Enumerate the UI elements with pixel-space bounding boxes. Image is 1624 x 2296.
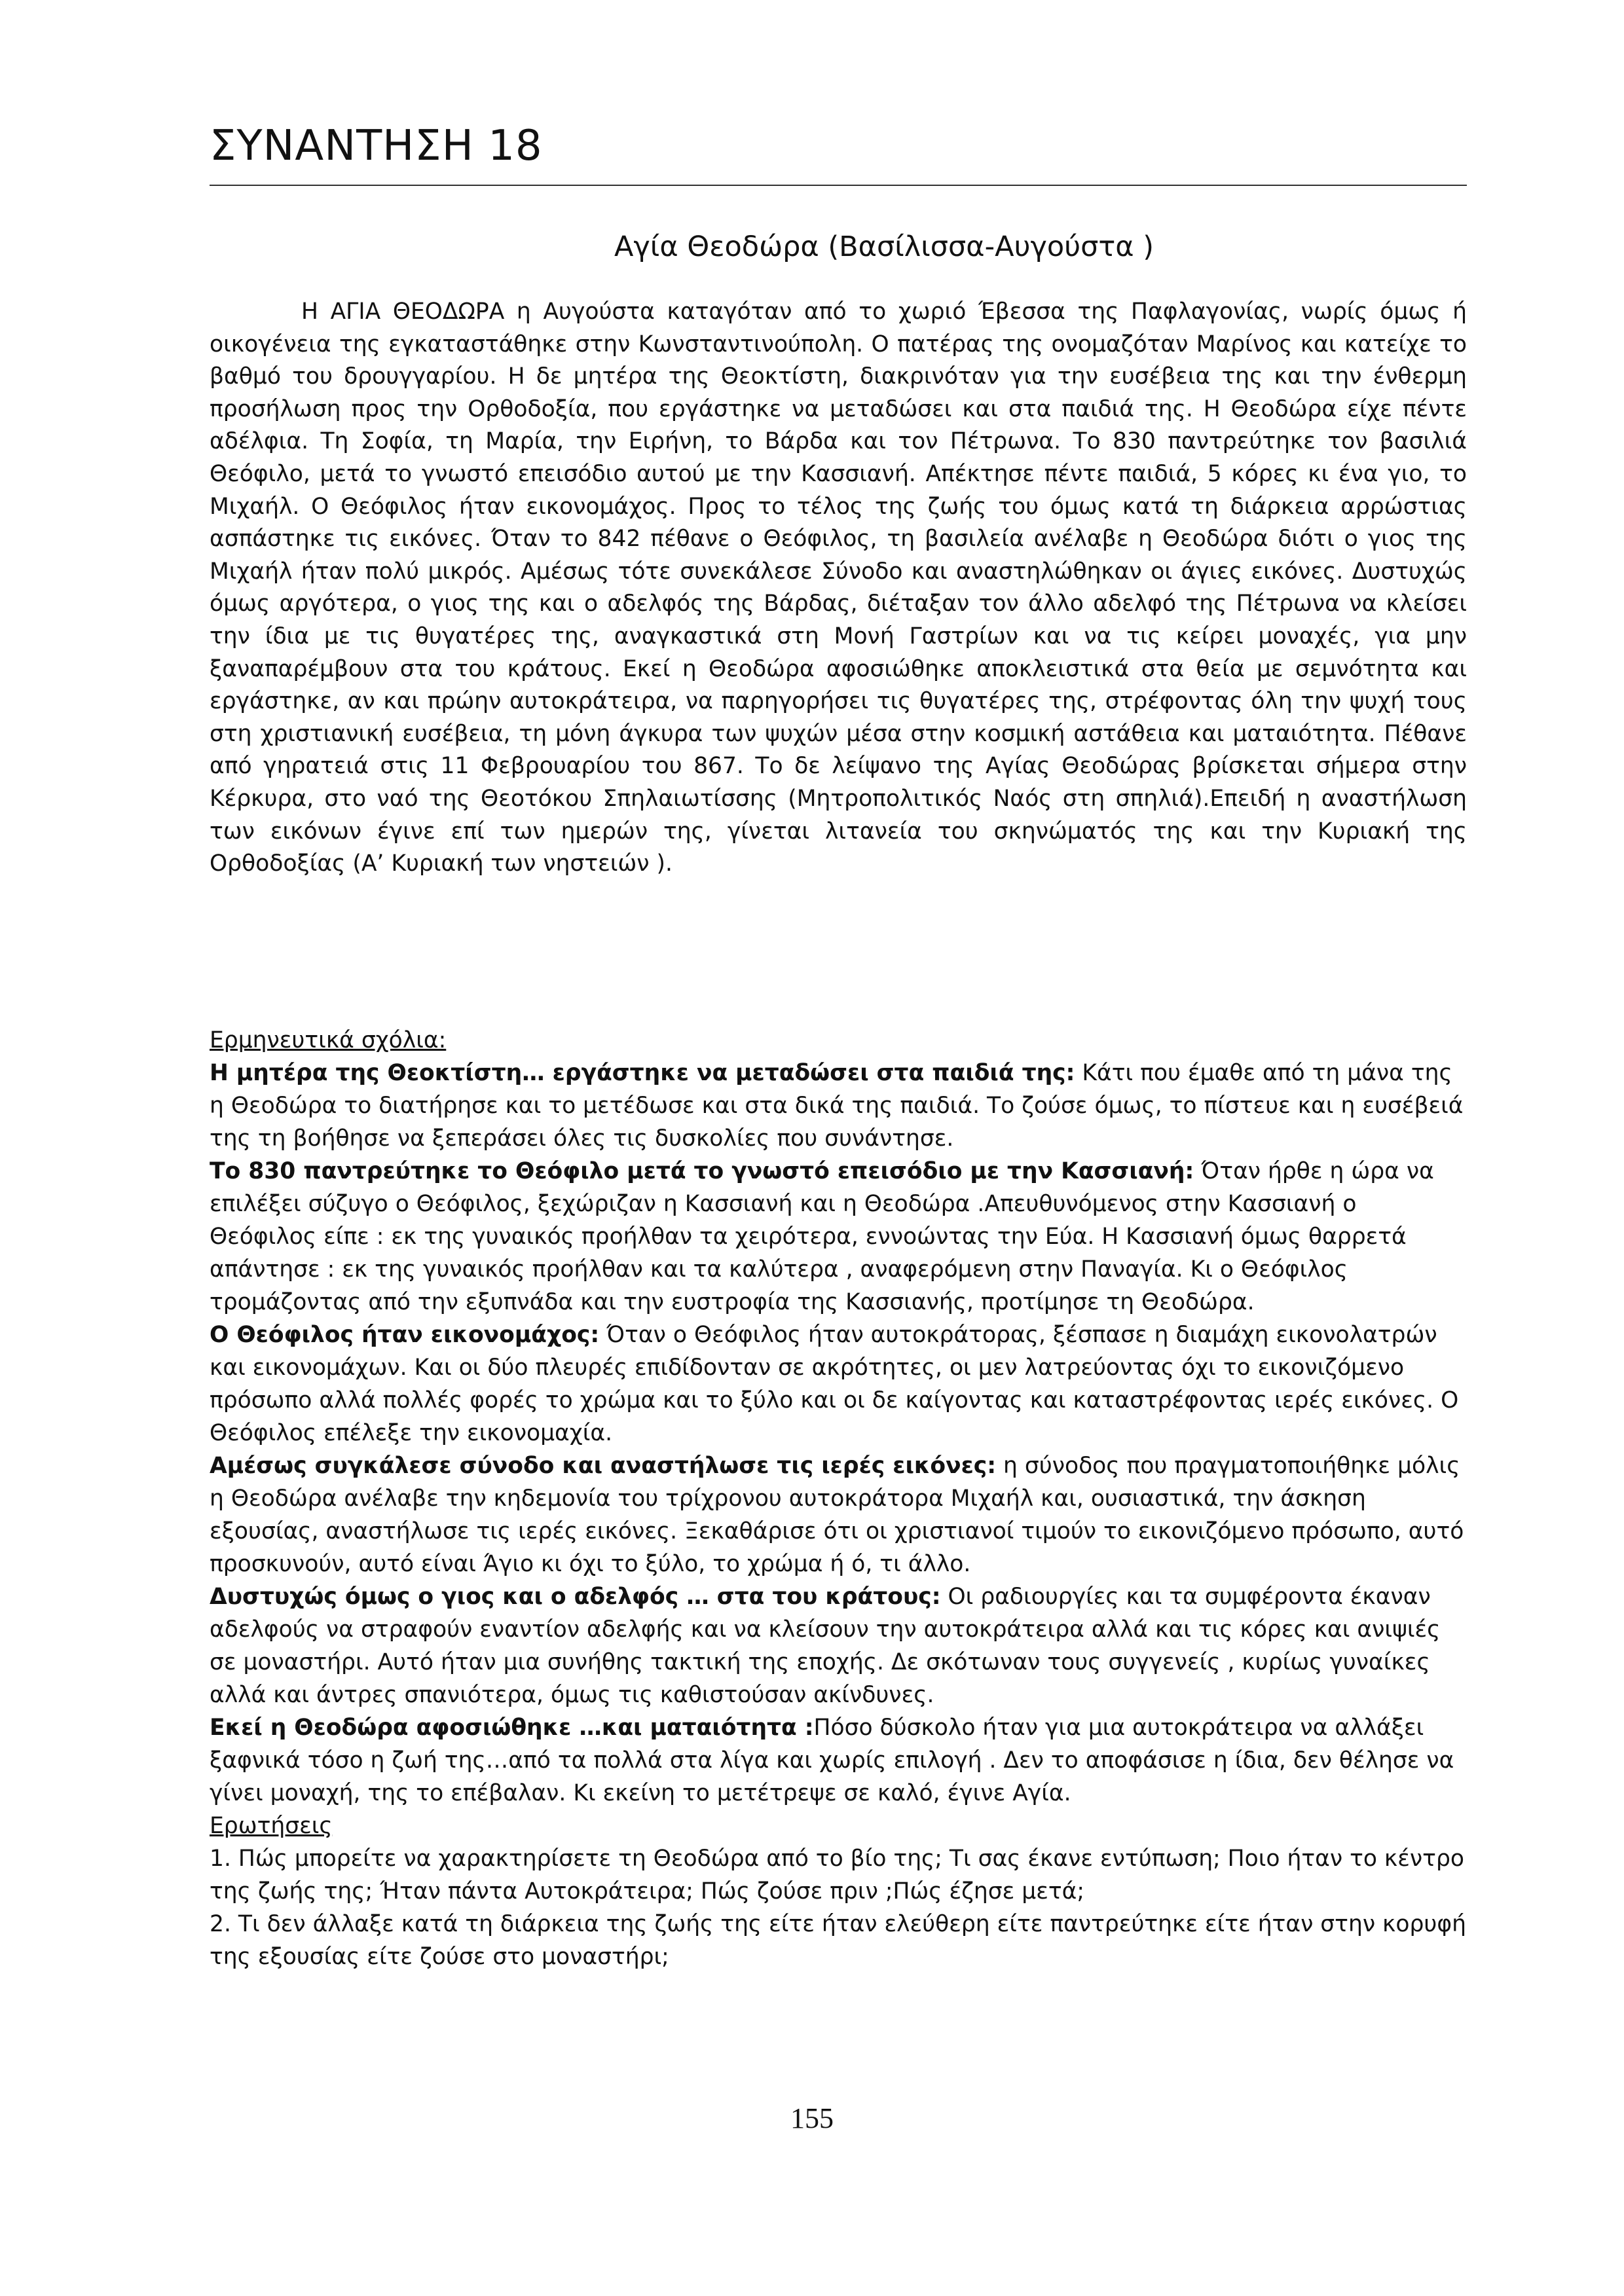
note-item	[210, 1580, 1467, 1711]
notes-section	[210, 1024, 1467, 1973]
title-rule	[210, 185, 1467, 186]
intro-paragraph: Η ΑΓΙΑ ΘΕΟΔΩΡΑ η Αυγούστα καταγόταν από το χωριό Έβεσσα της Παφλαγονίας, νωρίς όμως ή οικογένεια της εγκαταστάθηκε στην Κωνσταντινούπολη. Ο πατέρας της ονομαζόταν Μαρίνος και κατείχε το βαθμό του δρουγγαρίου. Η δε μητέρα της Θεοκτίστη, διακρινόταν για την ευσέβεια της και την ένθερμη προσήλωση προς την Ορθοδοξία, που εργάστηκε να μεταδώσει και στα παιδιά της. Η Θεοδώρα είχε πέντε αδέλφια. Τη Σοφία, τη Μαρία, την Ειρήνη, το Βάρδα και τον Πέτρωνα. Το 830 παντρεύτηκε τον βασιλιά Θεόφιλο, μετά το γνωστό επεισόδιο αυτού με την Κασσιανή. Απέκτησε πέντε παιδιά, 5 κόρες κι ένα γιο, το Μιχαήλ. Ο Θεόφιλος ήταν εικονομάχος. Προς το τέλος της ζωής του όμως κατά τη διάρκεια αρρώστιας ασπάστηκε τις εικόνες. Όταν το 842 πέθανε ο Θεόφιλος, τη βασιλεία ανέλαβε η Θεοδώρα διότι ο γιος της Μιχαήλ ήταν πολύ μικρός. Αμέσως τότε συνεκάλεσε Σύνοδο και αναστηλώθηκαν οι άγιες εικόνες. Δυστυχώς όμως αργότερα, ο γιος της και ο αδελφός της Βάρδας, διέταξαν τον άλλο αδελφό της Πέτρωνα να κλείσει την ίδια με τις θυγατέρες της, αναγκαστικά στη Μονή Γαστρίων και να τις κείρει μοναχές, για μην ξαναπαρέμβουν στα του κράτους. Εκεί η Θεοδώρα αφοσιώθηκε αποκλειστικά στα θεία με σεμνότητα και εργάστηκε, αν και πρώην αυτοκράτειρα, να παρηγορήσει τις θυγατέρες της, στρέφοντας όλη την ψυχή τους στη χριστιανική ευσέβεια, τη μόνη άγκυρα των ψυχών μέσα στην κοσμική αστάθεια και ματαιότητα. Πέθανε από γηρατειά στις 11 Φεβρουαρίου του 867. Το δε λείψανο της Αγίας Θεοδώρας βρίσκεται σήμερα στην Κέρκυρα, στο ναό της Θεοτόκου Σπηλαιωτίσσης (Μητροπολιτικός Ναός στη σπηλιά).Επειδή η αναστήλωση των εικόνων έγινε επί των ημερών της, γίνεται λιτανεία του σκηνώματός της και την Κυριακή της Ορθοδοξίας (Α’ Κυριακή των νηστειών ).	[210, 299, 1467, 877]
note-text: Όταν ήρθε η ώρα να επιλέξει σύζυγο ο Θεόφιλος, ξεχώριζαν η Κασσιανή και η Θεοδώρα .Απευθυνόμενος στην Κασσιανή ο Θεόφιλος είπε : εκ της γυναικός προήλθαν τα χειρότερα, εννοώντας την Εύα. Η Κασσιανή όμως θαρρετά απάντησε : εκ της γυναικός προήλθαν και τα καλύτερα , αναφερόμενη στην Παναγία. Κι ο Θεόφιλος τρομάζοντας από την εξυπνάδα και την ευστροφία της Κασσιανής, προτίμησε τη Θεοδώρα.	[210, 1158, 1434, 1315]
note-text: Οι ραδιουργίες και τα συμφέροντα έκαναν αδελφούς να στραφούν εναντίον αδελφής και να κλείσουν την αυτοκράτειρα αλλά και τις κόρες και ανιψιές σε μοναστήρι. Αυτό ήταν μια συνήθης τακτική της εποχής. Δε σκότωναν τους συγγενείς , κυρίως γυναίκες αλλά και άντρες σπανιότερα, όμως τις καθιστούσαν ακίνδυνες.	[210, 1584, 1441, 1708]
note-term: Ο Θεόφιλος ήταν εικονομάχος:	[210, 1322, 600, 1348]
note-term: Εκεί η Θεοδώρα αφοσιώθηκε …και ματαιότητα :	[210, 1715, 814, 1741]
note-item	[210, 1155, 1467, 1319]
note-text: Όταν ο Θεόφιλος ήταν αυτοκράτορας, ξέσπασε η διαμάχη εικονολατρών και εικονομάχων. Και οι δύο πλευρές επιδίδονταν σε ακρότητες, οι μεν λατρεύοντας όχι το εικονιζόμενο πρόσωπο αλλά πολλές φορές το χρώμα και το ξύλο και οι δε καίγοντας και καταστρέφοντας ιερές εικόνες. Ο Θεόφιλος επέλεξε την εικονομαχία.	[210, 1322, 1459, 1446]
notes-heading: Ερμηνευτικά σχόλια:	[210, 1027, 447, 1053]
chapter-title: ΣΥΝΑΝΤΗΣΗ 18	[210, 122, 543, 170]
note-item	[210, 1711, 1467, 1810]
note-text: η σύνοδος που πραγματοποιήθηκε μόλις η Θεοδώρα ανέλαβε την κηδεμονία του τρίχρονου αυτοκράτορα Μιχαήλ και, ουσιαστικά, την άσκηση εξουσίας, αναστήλωσε τις ιερές εικόνες. Ξεκαθάρισε ότι οι χριστιανοί τιμούν το εικονιζόμενο πρόσωπο, αυτό προσκυνούν, αυτό είναι Άγιο κι όχι το ξύλο, το χρώμα ή ό, τι άλλο.	[210, 1453, 1464, 1577]
note-term: Αμέσως συγκάλεσε σύνοδο και αναστήλωσε τις ιερές εικόνες:	[210, 1453, 997, 1479]
note-item	[210, 1319, 1467, 1449]
note-term: Το 830 παντρεύτηκε το Θεόφιλο μετά το γνωστό επεισόδιο με την Κασσιανή:	[210, 1158, 1194, 1184]
question-item: 2. Τι δεν άλλαξε κατά τη διάρκεια της ζωής της είτε ήταν ελεύθερη είτε παντρεύτηκε είτε ήταν στην κορυφή της εξουσίας είτε ζούσε στο μοναστήρι;	[210, 1911, 1466, 1970]
note-item	[210, 1057, 1467, 1155]
subtitle: Αγία Θεοδώρα (Βασίλισσα-Αυγούστα )	[614, 230, 1154, 263]
note-text: Κάτι που έμαθε από τη μάνα της η Θεοδώρα το διατήρησε και το μετέδωσε και στα δικά της παιδιά. Το ζούσε όμως, το πίστευε και η ευσέβειά της τη βοήθησε να ξεπεράσει όλες τις δυσκολίες που συνάντησε.	[210, 1060, 1464, 1152]
note-item	[210, 1449, 1467, 1580]
page-number: 155	[790, 2102, 834, 2134]
questions-heading: Ερωτήσεις	[210, 1813, 333, 1839]
note-term: Η μητέρα της Θεοκτίστη… εργάστηκε να μεταδώσει στα παιδιά της:	[210, 1060, 1075, 1086]
note-text: Πόσο δύσκολο ήταν για μια αυτοκράτειρα να αλλάξει ξαφνικά τόσο η ζωή της…από τα πολλά στα λίγα και χωρίς επιλογή . Δεν το αποφάσισε η ίδια, δεν θέλησε να γίνει μοναχή, της το επέβαλαν. Κι εκείνη το μετέτρεψε σε καλό, έγινε Αγία.	[210, 1715, 1454, 1806]
note-term: Δυστυχώς όμως ο γιος και ο αδελφός … στα του κράτους:	[210, 1584, 941, 1610]
question-item: 1. Πώς μπορείτε να χαρακτηρίσετε τη Θεοδώρα από το βίο της; Τι σας έκανε εντύπωση; Ποιο ήταν το κέντρο της ζωής της; Ήταν πάντα Αυτοκράτειρα; Πώς ζούσε πριν ;Πώς έζησε μετά;	[210, 1846, 1464, 1904]
